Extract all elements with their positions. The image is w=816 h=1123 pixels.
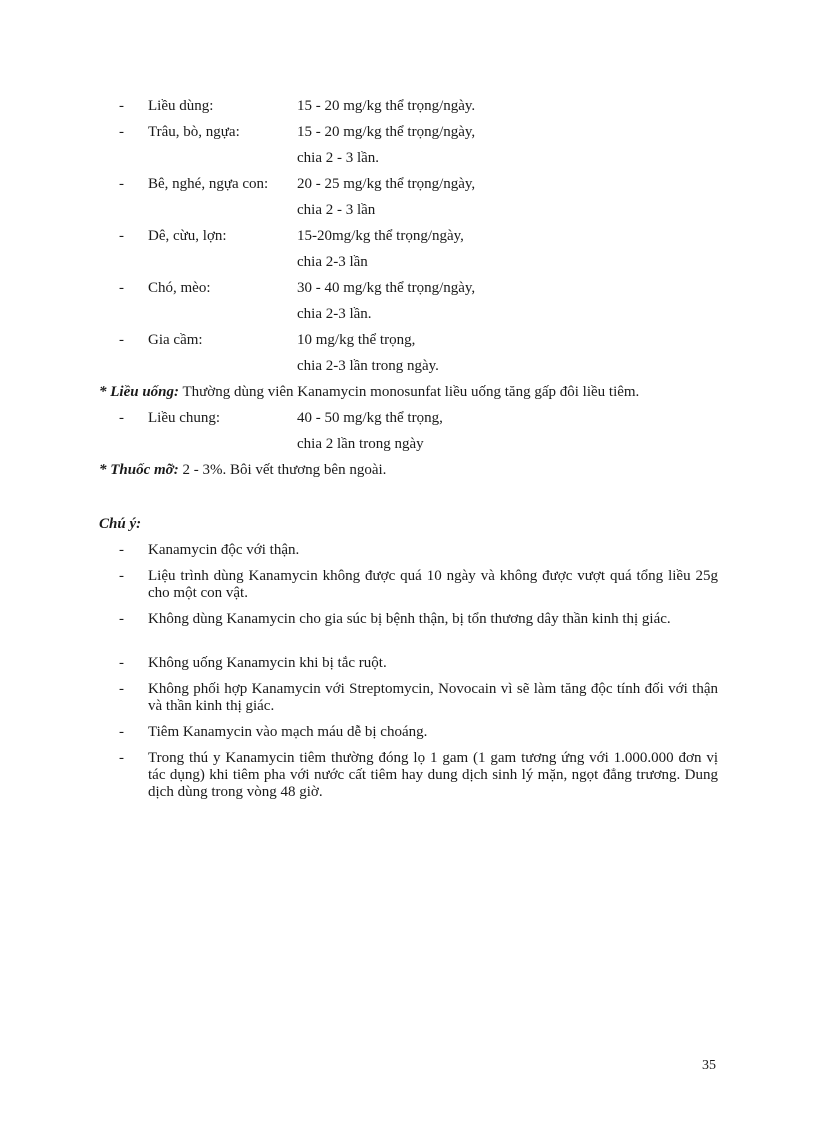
bullet-dash: - [119, 332, 124, 348]
dosage-value: chia 2-3 lần. [297, 306, 372, 322]
dosage-label: Liều chung: [148, 410, 221, 426]
note-text: Kanamycin độc với thận. [148, 542, 300, 558]
bullet-dash: - [119, 124, 124, 140]
oral-dose-lead: * Liều uống: [99, 384, 180, 400]
note-text: Trong thú y Kanamycin tiêm thường đóng lọ 1 gam (1 gam tương ứng với 1.000.000 đơn vị tác dụng) khi tiêm pha với nước cất tiêm hay dung dịch sinh lý mặn, ngọt đẳng trương. Dung dịch dùng trong vòng 48 giờ. [148, 750, 718, 800]
bullet-dash: - [119, 176, 124, 192]
dosage-value: 10 mg/kg thể trọng, [297, 332, 416, 348]
bullet-dash: - [119, 280, 124, 296]
dosage-value: 20 - 25 mg/kg thể trọng/ngày, [297, 176, 476, 192]
dosage-value: 40 - 50 mg/kg thể trọng, [297, 410, 443, 426]
dosage-label: Chó, mèo: [148, 280, 211, 296]
notes-heading: Chú ý: [99, 516, 142, 532]
dosage-value: chia 2-3 lần trong ngày. [297, 358, 439, 374]
bullet-dash: - [119, 655, 124, 671]
dosage-label: Trâu, bò, ngựa: [148, 124, 240, 140]
note-text: Không dùng Kanamycin cho gia súc bị bệnh thận, bị tổn thương dây thần kinh thị giác. [148, 611, 671, 627]
dosage-value: 15 - 20 mg/kg thể trọng/ngày, [297, 124, 476, 140]
dosage-label: Liều dùng: [148, 98, 214, 114]
dosage-label: Dê, cừu, lợn: [148, 228, 227, 244]
dosage-value: 15-20mg/kg thể trọng/ngày, [297, 228, 464, 244]
dosage-value: chia 2-3 lần [297, 254, 368, 270]
dosage-label: Bê, nghé, ngựa con: [148, 176, 269, 192]
bullet-dash: - [119, 568, 124, 584]
note-text: Liệu trình dùng Kanamycin không được quá 10 ngày và không được vượt quá tổng liều 25g cho một con vật. [148, 568, 718, 601]
dosage-value: chia 2 - 3 lần [297, 202, 376, 218]
bullet-dash: - [119, 724, 124, 740]
ointment-text: 2 - 3%. Bôi vết thương bên ngoài. [178, 462, 387, 478]
bullet-dash: - [119, 681, 124, 697]
dosage-value: 15 - 20 mg/kg thể trọng/ngày. [297, 98, 476, 114]
bullet-dash: - [119, 542, 124, 558]
dosage-value: chia 2 - 3 lần. [297, 150, 380, 166]
oral-dose-paragraph [99, 381, 639, 403]
dosage-value: 30 - 40 mg/kg thể trọng/ngày, [297, 280, 476, 296]
bullet-dash: - [119, 98, 124, 114]
note-text: Không uống Kanamycin khi bị tắc ruột. [148, 655, 387, 671]
dosage-value: chia 2 lần trong ngày [297, 436, 424, 452]
oral-dose-text: Thường dùng viên Kanamycin monosunfat liều uống tăng gấp đôi liều tiêm. [179, 384, 640, 400]
ointment-lead: * Thuốc mỡ: [99, 462, 179, 478]
bullet-dash: - [119, 410, 124, 426]
page-number: 35 [702, 1058, 716, 1073]
bullet-dash: - [119, 750, 124, 766]
bullet-dash: - [119, 228, 124, 244]
note-text: Không phối hợp Kanamycin với Streptomycin, Novocain vì sẽ làm tăng độc tính đối với thận và thần kinh thị giác. [148, 681, 718, 714]
dosage-label: Gia cầm: [148, 332, 203, 348]
bullet-dash: - [119, 611, 124, 627]
note-text: Tiêm Kanamycin vào mạch máu dễ bị choáng. [148, 724, 428, 740]
ointment-paragraph [99, 459, 386, 481]
